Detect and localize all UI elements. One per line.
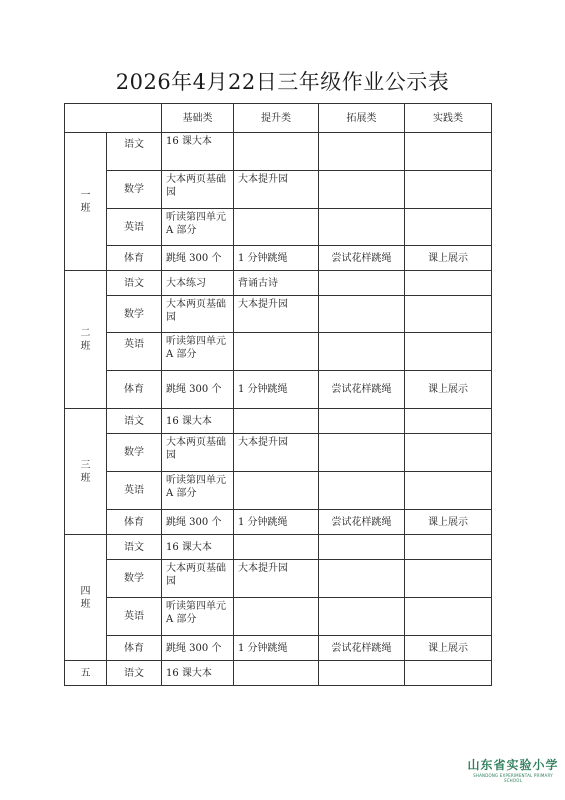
basic-cell: 听读第四单元 A 部分 [162, 598, 234, 636]
header-cell-expand: 拓展类 [319, 104, 405, 133]
practice-cell: 课上展示 [405, 246, 492, 271]
improve-cell: 1 分钟跳绳 [234, 510, 319, 535]
expand-cell [319, 598, 405, 636]
table-row [65, 598, 492, 636]
expand-cell: 尝试花样跳绳 [319, 510, 405, 535]
basic-cell: 大本两页基础园 [162, 434, 234, 472]
basic-cell: 大本两页基础园 [162, 296, 234, 333]
improve-cell: 1 分钟跳绳 [234, 371, 319, 409]
practice-cell [405, 171, 492, 209]
improve-cell [234, 661, 319, 686]
subject-cell: 体育 [107, 371, 162, 409]
subject-cell: 数学 [107, 434, 162, 472]
subject-cell: 英语 [107, 598, 162, 636]
basic-cell: 听读第四单元 A 部分 [162, 472, 234, 510]
expand-cell [319, 209, 405, 246]
practice-cell: 课上展示 [405, 510, 492, 535]
expand-cell: 尝试花样跳绳 [319, 636, 405, 661]
improve-cell [234, 333, 319, 371]
basic-cell: 听读第四单元 A 部分 [162, 333, 234, 371]
header-cell-corner [65, 104, 162, 133]
table-row [65, 636, 492, 661]
basic-cell: 16 课大本 [162, 535, 234, 560]
table-row [65, 209, 492, 246]
subject-cell: 数学 [107, 171, 162, 209]
expand-cell [319, 560, 405, 598]
header-cell-practice: 实践类 [405, 104, 492, 133]
practice-cell [405, 560, 492, 598]
table-header-row [65, 104, 492, 133]
table-row [65, 472, 492, 510]
subject-cell: 语文 [107, 661, 162, 686]
subject-cell: 体育 [107, 246, 162, 271]
table-row [65, 171, 492, 209]
improve-cell: 大本提升园 [234, 171, 319, 209]
header-cell-basic: 基础类 [162, 104, 234, 133]
expand-cell: 尝试花样跳绳 [319, 371, 405, 409]
improve-cell [234, 409, 319, 434]
subject-cell: 语文 [107, 271, 162, 296]
practice-cell [405, 409, 492, 434]
practice-cell [405, 133, 492, 171]
basic-cell: 16 课大本 [162, 661, 234, 686]
practice-cell: 课上展示 [405, 371, 492, 409]
header-cell-improve: 提升类 [234, 104, 319, 133]
table-row [65, 296, 492, 333]
table-row [65, 661, 492, 686]
basic-cell: 大本两页基础园 [162, 171, 234, 209]
subject-cell: 语文 [107, 409, 162, 434]
subject-cell: 数学 [107, 560, 162, 598]
table-row [65, 333, 492, 371]
table-row [65, 246, 492, 271]
subject-cell: 英语 [107, 333, 162, 371]
class-label-1: 一 班 [65, 133, 107, 271]
expand-cell [319, 333, 405, 371]
basic-cell: 16 课大本 [162, 133, 234, 171]
subject-cell: 英语 [107, 472, 162, 510]
expand-cell [319, 271, 405, 296]
basic-cell: 16 课大本 [162, 409, 234, 434]
class-label-5: 五 [65, 661, 107, 686]
improve-cell: 1 分钟跳绳 [234, 246, 319, 271]
practice-cell [405, 434, 492, 472]
improve-cell: 大本提升园 [234, 434, 319, 472]
practice-cell [405, 472, 492, 510]
basic-cell: 跳绳 300 个 [162, 246, 234, 271]
table-row [65, 434, 492, 472]
practice-cell [405, 661, 492, 686]
improve-cell: 大本提升园 [234, 560, 319, 598]
practice-cell: 课上展示 [405, 636, 492, 661]
table-row [65, 409, 492, 434]
subject-cell: 语文 [107, 535, 162, 560]
page-title: 2026年4月22日三年级作业公示表 [115, 70, 450, 94]
improve-cell [234, 472, 319, 510]
subject-cell: 数学 [107, 296, 162, 333]
improve-cell: 大本提升园 [234, 296, 319, 333]
practice-cell [405, 271, 492, 296]
improve-cell [234, 209, 319, 246]
expand-cell [319, 133, 405, 171]
improve-cell: 1 分钟跳绳 [234, 636, 319, 661]
homework-table [64, 103, 492, 686]
subject-cell: 体育 [107, 510, 162, 535]
table-row [65, 133, 492, 171]
class-label-3: 三 班 [65, 409, 107, 535]
expand-cell: 尝试花样跳绳 [319, 246, 405, 271]
basic-cell: 跳绳 300 个 [162, 510, 234, 535]
school-logo [466, 756, 560, 783]
expand-cell [319, 409, 405, 434]
practice-cell [405, 333, 492, 371]
expand-cell [319, 171, 405, 209]
improve-cell [234, 535, 319, 560]
table-row [65, 271, 492, 296]
subject-cell: 英语 [107, 209, 162, 246]
practice-cell [405, 209, 492, 246]
expand-cell [319, 472, 405, 510]
subject-cell: 体育 [107, 636, 162, 661]
expand-cell [319, 434, 405, 472]
basic-cell: 跳绳 300 个 [162, 636, 234, 661]
table-row [65, 510, 492, 535]
practice-cell [405, 598, 492, 636]
improve-cell [234, 133, 319, 171]
school-logo-text: 山东省实验小学 [467, 758, 559, 772]
class-label-2: 二 班 [65, 271, 107, 409]
subject-cell: 语文 [107, 133, 162, 171]
basic-cell: 大本练习 [162, 271, 234, 296]
improve-cell [234, 598, 319, 636]
expand-cell [319, 661, 405, 686]
expand-cell [319, 535, 405, 560]
improve-cell: 背诵古诗 [234, 271, 319, 296]
basic-cell: 听读第四单元 A 部分 [162, 209, 234, 246]
expand-cell [319, 296, 405, 333]
school-logo-subtitle: SHANDONG EXPERIMENTAL PRIMARY SCHOOL [473, 773, 553, 783]
practice-cell [405, 296, 492, 333]
practice-cell [405, 535, 492, 560]
table-row [65, 371, 492, 409]
table-row [65, 560, 492, 598]
basic-cell: 大本两页基础园 [162, 560, 234, 598]
class-label-4: 四 班 [65, 535, 107, 661]
table-row [65, 535, 492, 560]
basic-cell: 跳绳 300 个 [162, 371, 234, 409]
